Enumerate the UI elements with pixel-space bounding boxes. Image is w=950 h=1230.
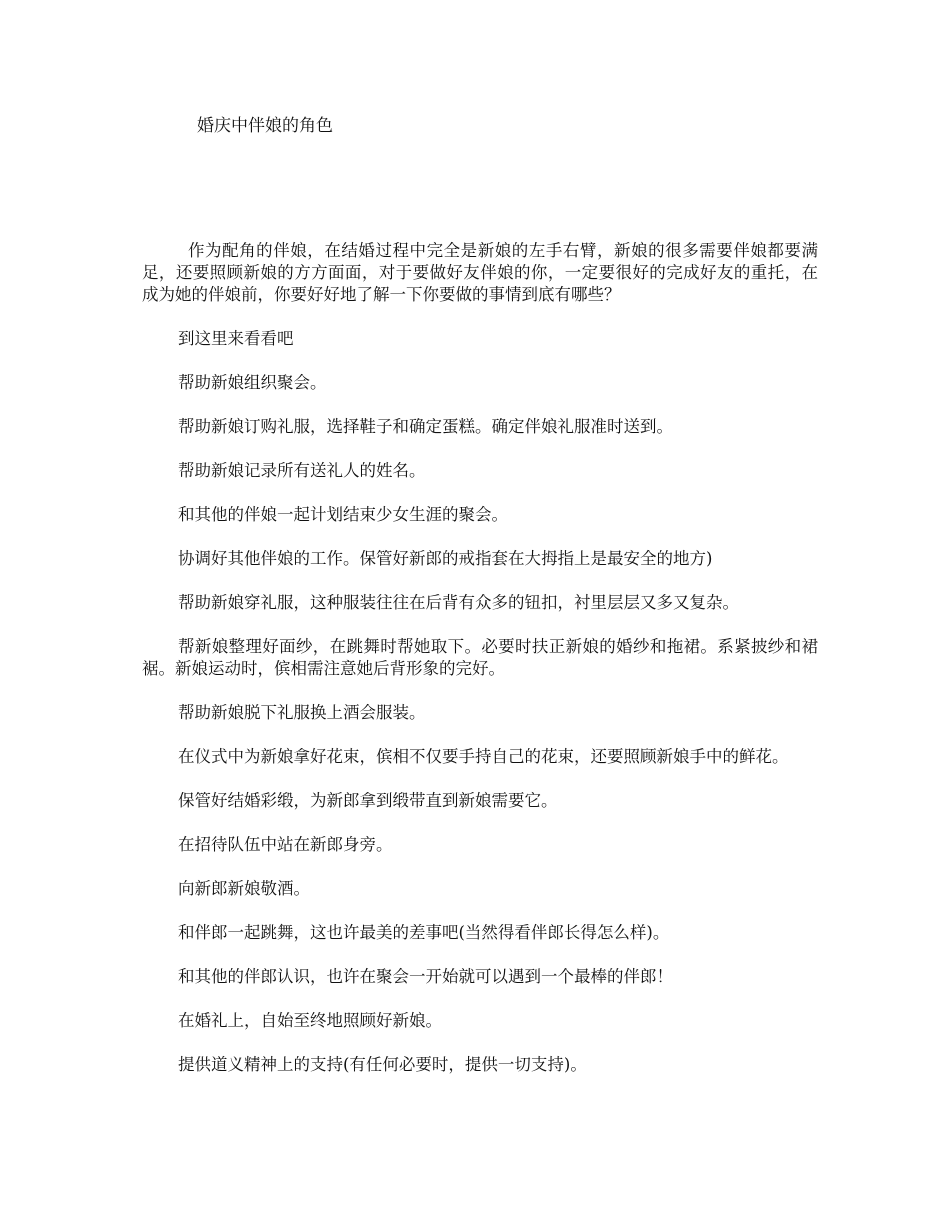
paragraph: 帮助新娘订购礼服，选择鞋子和确定蛋糕。确定伴娘礼服准时送到。 [178, 417, 673, 436]
paragraph: 帮助新娘组织聚会。 [178, 373, 327, 392]
paragraph: 帮新娘整理好面纱，在跳舞时帮她取下。必要时扶正新娘的婚纱和拖裙。系紧披纱和裙裾。新娘运动时，傧相需注意她后背形象的完好。 [142, 637, 818, 678]
paragraph-intro: 作为配角的伴娘，在结婚过程中完全是新娘的左手右臂，新娘的很多需要伴娘都要满足，还要照顾新娘的方方面面，对于要做好友伴娘的你，一定要很好的完成好友的重托，在成为她的伴娘前，你要好好地了解一下你要做的事情到底有哪些？ [142, 241, 818, 304]
paragraph: 和其他的伴郎认识，也许在聚会一开始就可以遇到一个最棒的伴郎！ [178, 967, 673, 986]
paragraph: 在仪式中为新娘拿好花束，傧相不仅要手持自己的花束，还要照顾新娘手中的鲜花。 [178, 747, 789, 766]
paragraph: 帮助新娘记录所有送礼人的姓名。 [178, 461, 426, 480]
document-title: 婚庆中伴娘的角色 [197, 116, 333, 136]
document-body [142, 240, 818, 1098]
paragraph: 在婚礼上，自始至终地照顾好新娘。 [178, 1011, 442, 1030]
paragraph: 帮助新娘脱下礼服换上酒会服装。 [178, 703, 426, 722]
paragraph: 帮助新娘穿礼服，这种服装往往在后背有众多的钮扣，衬里层层又多又复杂。 [178, 593, 739, 612]
paragraph: 提供道义精神上的支持(有任何必要时，提供一切支持)。 [178, 1055, 587, 1074]
paragraph: 协调好其他伴娘的工作。保管好新郎的戒指套在大拇指上是最安全的地方) [178, 549, 713, 568]
paragraph: 向新郎新娘敬酒。 [178, 879, 310, 898]
paragraph: 到这里来看看吧 [178, 329, 294, 348]
paragraph: 保管好结婚彩缎，为新郎拿到缎带直到新娘需要它。 [178, 791, 558, 810]
paragraph: 在招待队伍中站在新郎身旁。 [178, 835, 393, 854]
paragraph: 和其他的伴娘一起计划结束少女生涯的聚会。 [178, 505, 508, 524]
paragraph: 和伴郎一起跳舞，这也许最美的差事吧(当然得看伴郎长得怎么样)。 [178, 923, 670, 942]
